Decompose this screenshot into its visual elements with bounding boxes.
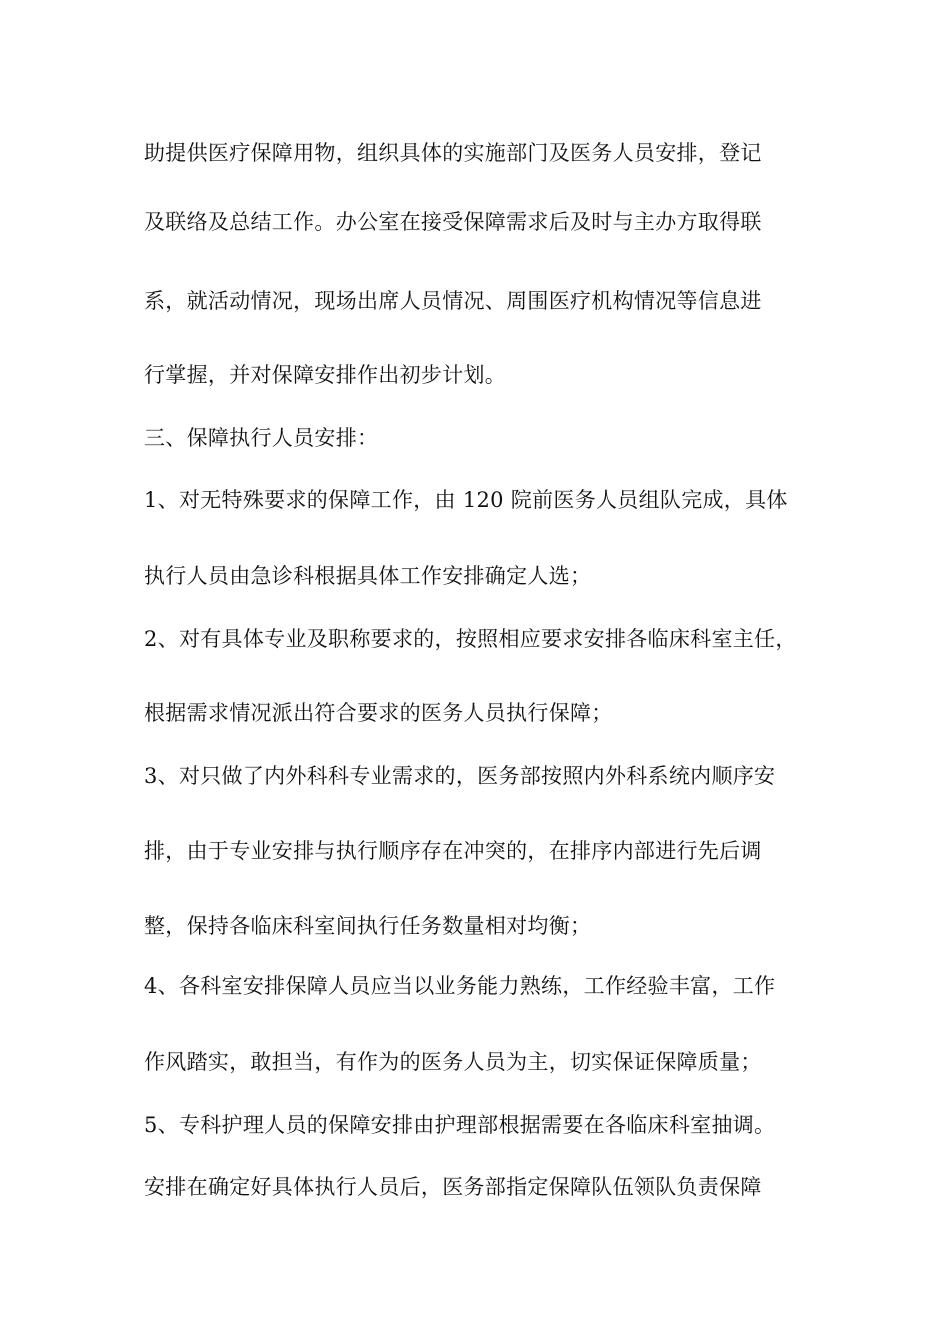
list-item-line: 整，保持各临床科室间执行任务数量相对均衡； xyxy=(144,914,592,938)
text-line: 安排在确定好具体执行人员后，医务部指定保障队伍领队负责保障 xyxy=(144,1175,762,1199)
text-line: 系，就活动情况，现场出席人员情况、周围医疗机构情况等信息进 xyxy=(144,289,762,313)
list-item-line: 3、对只做了内外科科专业需求的，医务部按照内外科系统内顺序安 xyxy=(144,764,776,788)
list-item-line: 5、专科护理人员的保障安排由护理部根据需要在各临床科室抽调。 xyxy=(144,1113,776,1137)
text-line: 助提供医疗保障用物，组织具体的实施部门及医务人员安排，登记 xyxy=(144,141,762,165)
list-item-line: 4、各科室安排保障人员应当以业务能力熟练，工作经验丰富，工作 xyxy=(144,974,776,998)
list-item-line: 2、对有具体专业及职称要求的，按照相应要求安排各临床科室主任， xyxy=(144,627,797,651)
list-item-line: 作风踏实，敢担当，有作为的医务人员为主，切实保证保障质量； xyxy=(144,1050,762,1074)
list-item-line: 执行人员由急诊科根据具体工作安排确定人选； xyxy=(144,564,592,588)
list-item-line: 根据需求情况派出符合要求的医务人员执行保障； xyxy=(144,701,613,725)
text-line: 及联络及总结工作。办公室在接受保障需求后及时与主办方取得联 xyxy=(144,210,762,234)
list-item-line: 1、对无特殊要求的保障工作，由 120 院前医务人员组队完成，具体 xyxy=(144,488,788,512)
list-item-line: 排，由于专业安排与执行顺序存在冲突的，在排序内部进行先后调 xyxy=(144,839,762,863)
text-line: 行掌握，并对保障安排作出初步计划。 xyxy=(144,363,507,387)
section-heading: 三、保障执行人员安排： xyxy=(144,426,379,450)
